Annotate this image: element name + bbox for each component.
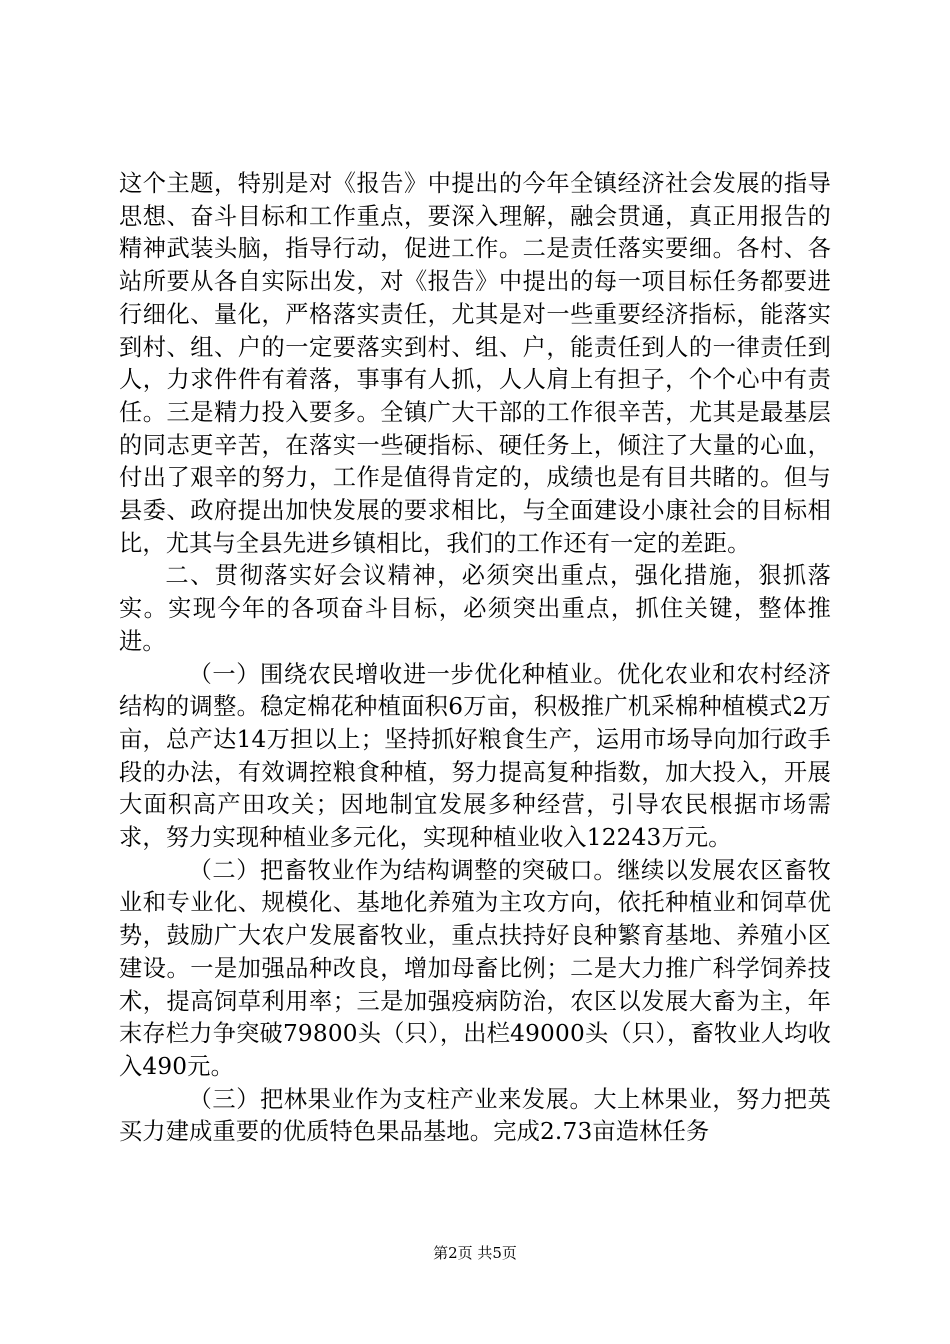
document-body — [119, 168, 831, 1149]
paragraph-planting: （一）围绕农民增收进一步优化种植业。优化农业和农村经济结构的调整。稳定棉花种植面积6万亩，积极推广机采棉种植模式2万亩，总产达14万担以上；坚持抓好粮食生产，运用市场导向加行政手段的办法，有效调控粮食种植，努力提高复种指数，加大投入，开展大面积高产田攻关；因地制宜发展多种经营，引导农民根据市场需求，努力实现种植业多元化，实现种植业收入12243万元。 — [119, 660, 831, 852]
paragraph-livestock: （二）把畜牧业作为结构调整的突破口。继续以发展农区畜牧业和专业化、规模化、基地化养殖为主攻方向，依托种植业和饲草优势，鼓励广大农户发展畜牧业，重点扶持好良种繁育基地、养殖小区建设。一是加强品种改良，增加母畜比例；二是大力推广科学饲养技术，提高饲草利用率；三是加强疫病防治，农区以发展大畜为主，年末存栏力争突破79800头（只），出栏49000头（只），畜牧业人均收入490元。 — [119, 856, 831, 1080]
paragraph-section-two: 二、贯彻落实好会议精神，必须突出重点，强化措施，狠抓落实。实现今年的各项奋斗目标，必须突出重点，抓住关键，整体推进。 — [119, 562, 831, 655]
paragraph-forestry: （三）把林果业作为支柱产业来发展。大上林果业，努力把英买力建成重要的优质特色果品基地。完成2.73亩造林任务 — [119, 1085, 831, 1146]
page-number-footer: 第2页 共5页 — [433, 1244, 517, 1262]
paragraph-responsibility: 这个主题，特别是对《报告》中提出的今年全镇经济社会发展的指导思想、奋斗目标和工作重点，要深入理解，融会贯通，真正用报告的精神武装头脑，指导行动，促进工作。二是责任落实要细。各村、各站所要从各自实际出发，对《报告》中提出的每一项目标任务都要进行细化、量化，严格落实责任，尤其是对一些重要经济指标，能落实到村、组、户的一定要落实到村、组、户，能责任到人的一律责任到人，力求件件有着落，事事有人抓，人人肩上有担子，个个心中有责任。三是精力投入要多。全镇广大干部的工作很辛苦，尤其是最基层的同志更辛苦，在落实一些硬指标、硬任务上，倾注了大量的心血，付出了艰辛的努力，工作是值得肯定的，成绩也是有目共睹的。但与县委、政府提出加快发展的要求相比，与全面建设小康社会的目标相比，尤其与全县先进乡镇相比，我们的工作还有一定的差距。 — [119, 170, 831, 557]
